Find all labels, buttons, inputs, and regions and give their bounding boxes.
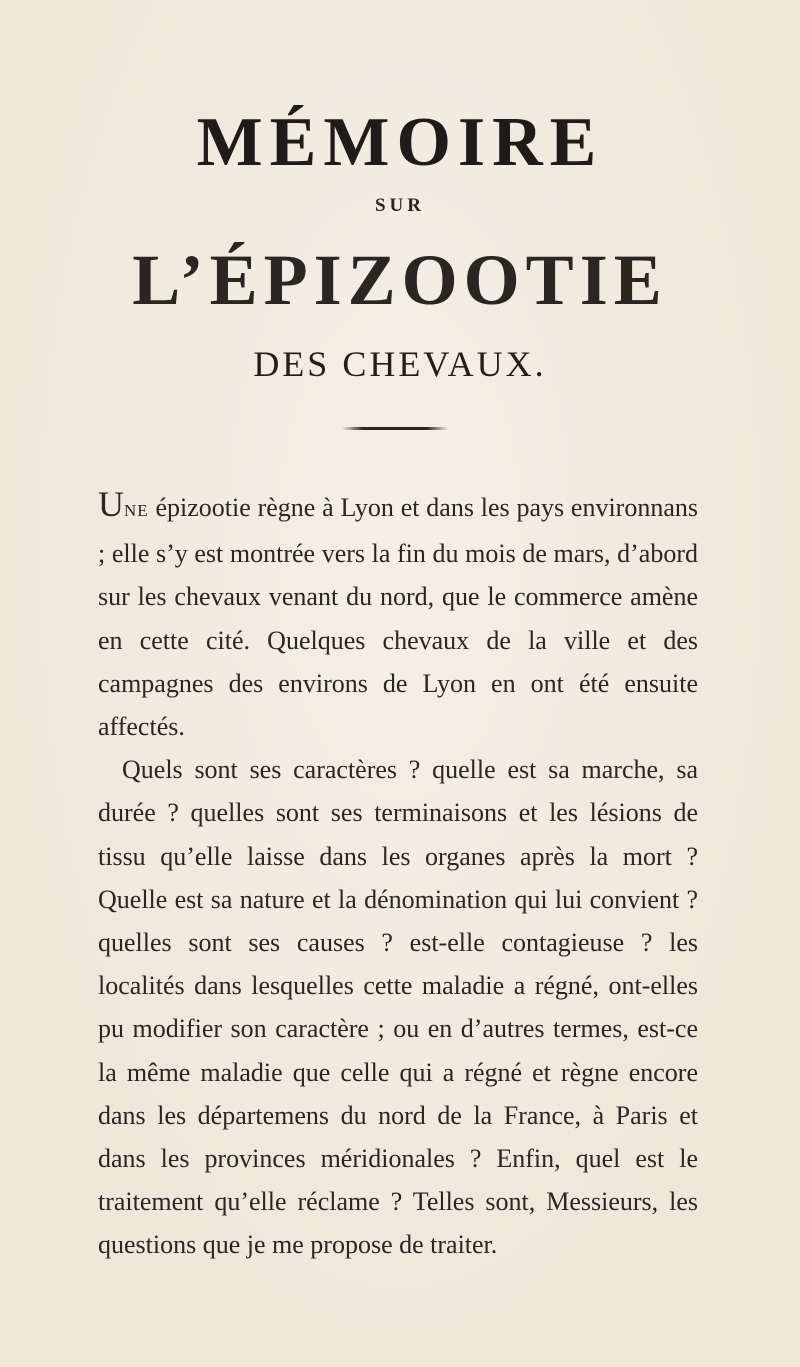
title-sur: SUR: [374, 195, 425, 216]
paragraph-1: [98, 486, 698, 748]
paragraph-1-text: épizootie règne à Lyon et dans les pays environnans ; elle s’y est montrée vers la fin du mois de mars, d’abord sur les chevaux venant du nord, que le commerce amène en cette cité. Quelques chevaux de la ville et des campagnes des environs de Lyon en ont été ensuite affectés.: [98, 493, 699, 742]
body-text: [98, 486, 698, 1267]
title-des-chevaux: DES CHEVAUX.: [253, 344, 547, 384]
paragraph-2: Quels sont ses caractères ? quelle est sa marche, sa durée ? quelles sont ses terminaisons et les lésions de tissu qu’elle laisse dans les organes après la mort ? Quelle est sa nature et la dénomination qui lui convient ? quelles sont ses causes ? est-elle contagieuse ? les localités dans lesquelles cette maladie a régné, ont-elles pu modifier son caractère ; ou en d’autres termes, est-ce la même maladie que celle qui a régné et règne encore dans les départemens du nord de la France, à Paris et dans les provinces méridionales ? Enfin, quel est le traitement qu’elle réclame ? Telles sont, Messieurs, les questions que je me propose de traiter.: [98, 755, 698, 1260]
drop-cap: U: [98, 484, 124, 524]
title-memoire: MÉMOIRE: [196, 104, 604, 181]
small-caps: NE: [124, 501, 149, 520]
title-epizootie: L’ÉPIZOOTIE: [132, 240, 668, 320]
decorative-rule: [342, 427, 448, 430]
